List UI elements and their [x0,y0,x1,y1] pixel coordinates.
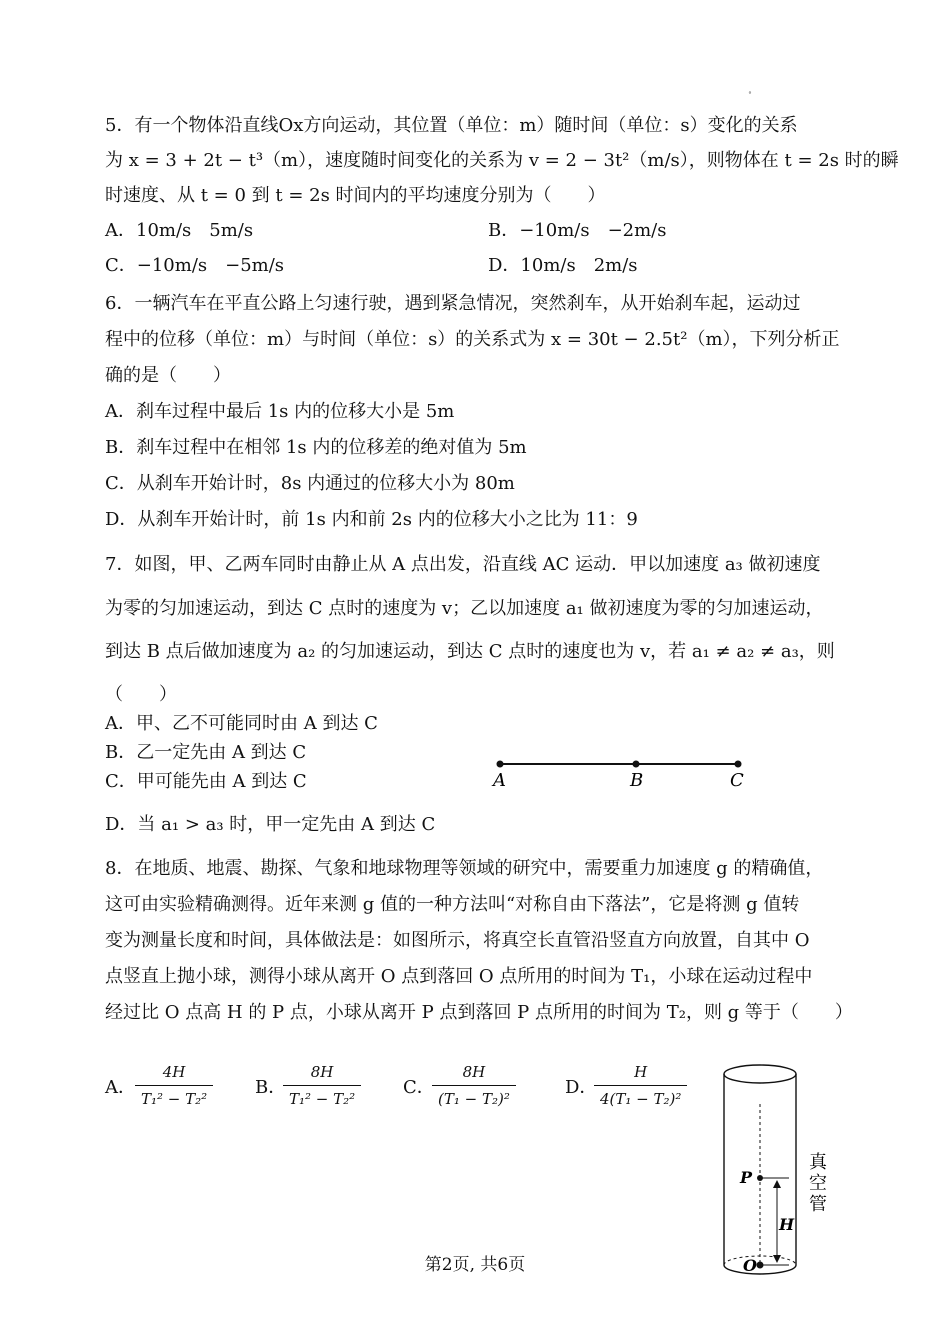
tube-label-char-1: 真 [809,1152,827,1173]
q8-option-c-fraction [432,1062,516,1109]
point-a [497,761,504,768]
q6-option-d: D．从刹车开始计时，前 1s 内和前 2s 内的位移大小之比为 11：9 [105,509,638,530]
point-b [633,761,640,768]
q8-option-d-numerator: H [634,1063,648,1081]
q8-option-d-fraction [594,1062,687,1109]
h-arrow-up [773,1180,781,1188]
q8-option-a-denominator: T₁² − T₂² [135,1085,213,1109]
q7-option-d: D．当 a₁ > a₃ 时，甲一定先由 A 到达 C [105,814,436,835]
q7-line1: 7．如图，甲、乙两车同时由静止从 A 点出发，沿直线 AC 运动．甲以加速度 a₃ 做初速度 [105,554,821,575]
q8-line4: 点竖直上抛小球，测得小球从离开 O 点到落回 O 点所用的时间为 T₁，小球在运动过程中 [105,966,813,987]
q8-option-d-label: D． [565,1077,598,1098]
corner-dot: ∘ [748,88,752,97]
q7-option-b: B．乙一定先由 A 到达 C [105,742,307,763]
q6-line1: 6．一辆汽车在平直公路上匀速行驶，遇到紧急情况，突然刹车，从开始刹车起，运动过 [105,293,801,314]
abc-line-figure [485,750,755,795]
q5-option-d: D．10m/s 2m/s [488,255,638,276]
q5-option-a: A．10m/s 5m/s [105,220,254,241]
q5-line3: 时速度、从 t = 0 到 t = 2s 时间内的平均速度分别为（ ） [105,185,606,206]
q8-line3: 变为测量长度和时间，具体做法是：如图所示，将真空长直管沿竖直方向放置，自其中 O [105,930,810,951]
q7-line3: 到达 B 点后做加速度为 a₂ 的匀加速运动，到达 C 点时的速度也为 v，若 a₁ ≠ a₂ ≠ a₃，则 [105,641,835,662]
q8-option-b-fraction [283,1062,361,1109]
q6-option-c: C．从刹车开始计时，8s 内通过的位移大小为 80m [105,473,515,494]
q8-option-a-numerator: 4H [162,1063,186,1081]
q5-option-b: B．−10m/s −2m/s [488,220,667,241]
q8-line5: 经过比 O 点高 H 的 P 点，小球从离开 P 点到落回 P 点所用的时间为 T₂，则 g 等于（ ） [105,1002,853,1023]
label-c: C [730,770,744,791]
q6-option-a: A．刹车过程中最后 1s 内的位移大小是 5m [105,401,455,422]
label-a: A [493,770,506,791]
q6-option-b: B．刹车过程中在相邻 1s 内的位移差的绝对值为 5m [105,437,527,458]
label-b: B [630,770,644,791]
q8-option-c-numerator: 8H [462,1063,486,1081]
q6-line3: 确的是（ ） [105,365,231,386]
q8-option-b-denominator: T₁² − T₂² [283,1085,361,1109]
point-c [735,761,742,768]
q8-option-a-label: A． [105,1077,136,1098]
q8-line2: 这可由实验精确测得。近年来测 g 值的一种方法叫“对称自由下落法”，它是将测 g 值转 [105,894,800,915]
q7-line2: 为零的匀加速运动，到达 C 点时的速度为 v；乙以加速度 a₁ 做初速度为零的匀加速运动， [105,598,824,619]
q8-option-a-fraction [135,1062,213,1109]
q8-option-c-label: C． [403,1077,435,1098]
page-footer: 第2页, 共6页 [424,1255,526,1275]
tube-label-char-3: 管 [809,1194,827,1215]
q7-option-c: C．甲可能先由 A 到达 C [105,771,307,792]
label-o: O [743,1256,757,1275]
q8-option-d-denominator: 4(T₁ − T₂)² [594,1085,687,1109]
q7-line4: （ ） [105,684,177,705]
label-p: P [740,1168,753,1187]
q5-line2: 为 x = 3 + 2t − t³（m），速度随时间变化的关系为 v = 2 − 3t²（m/s），则物体在 t = 2s 时的瞬 [105,150,899,171]
q5-option-c: C．−10m/s −5m/s [105,255,285,276]
label-h: H [779,1215,795,1234]
q8-option-c-denominator: (T₁ − T₂)² [432,1085,516,1109]
tube-label-char-2: 空 [809,1173,827,1194]
q7-option-a: A．甲、乙不可能同时由 A 到达 C [105,713,378,734]
q8-line1: 8．在地质、地震、勘探、气象和地球物理等领域的研究中，需要重力加速度 g 的精确值， [105,858,824,879]
q8-option-b-numerator: 8H [310,1063,334,1081]
q5-line1: 5．有一个物体沿直线Ox方向运动，其位置（单位：m）随时间（单位：s）变化的关系 [105,115,798,136]
vacuum-tube-figure [715,1060,845,1280]
q8-option-b-label: B． [255,1077,287,1098]
q6-line2: 程中的位移（单位：m）与时间（单位：s）的关系式为 x = 30t − 2.5t²（m），下列分析正 [105,329,840,350]
tube-top-rim [724,1065,796,1083]
